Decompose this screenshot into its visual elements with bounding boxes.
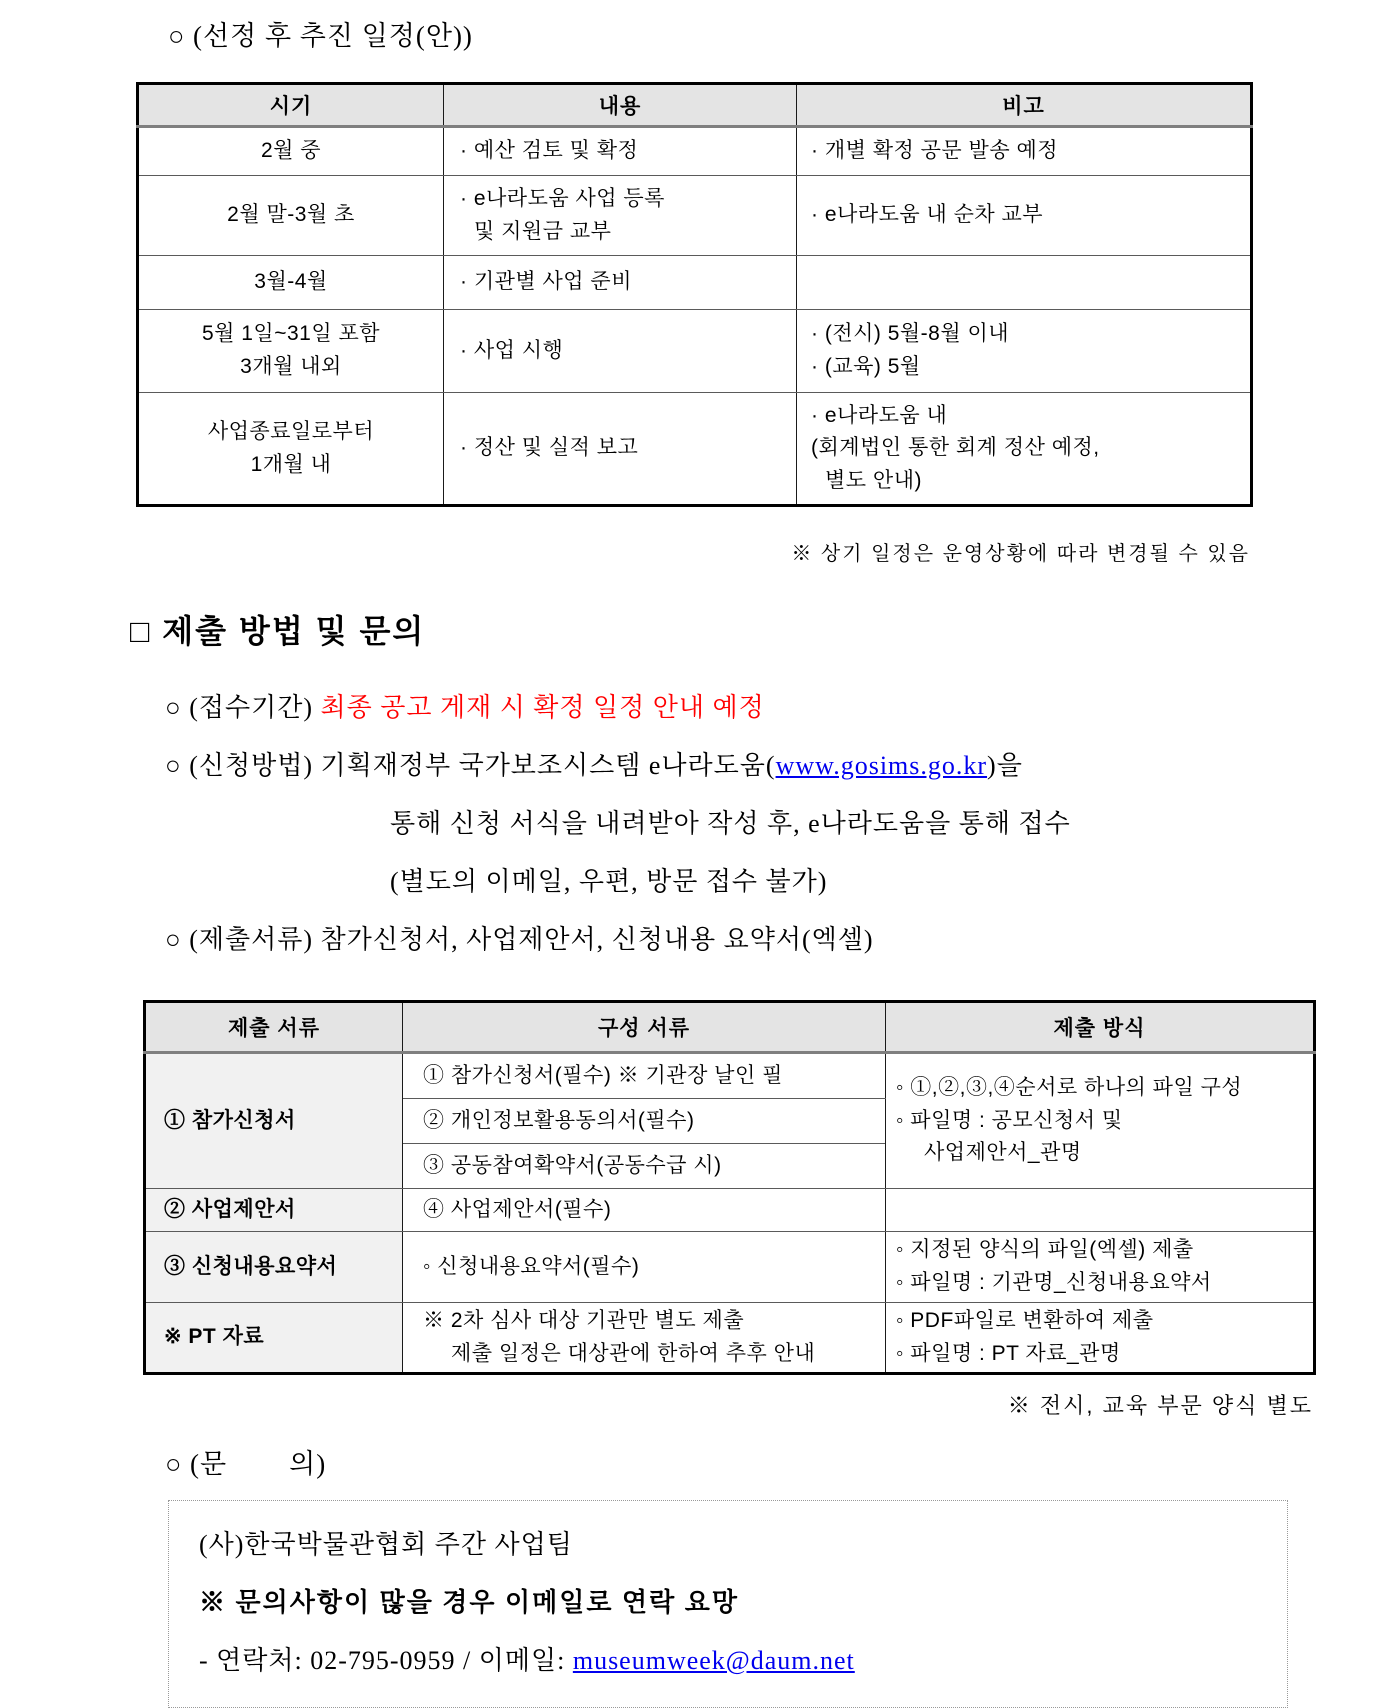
content-cell: · 예산 검토 및 확정 bbox=[444, 127, 797, 176]
doc-label-cell: ① 참가신청서 bbox=[145, 1053, 403, 1189]
remark-cell: · e나라도움 내 순차 교부 bbox=[797, 176, 1252, 256]
schedule-footnote: ※ 상기 일정은 운영상황에 따라 변경될 수 있음 bbox=[791, 543, 1250, 565]
table-row bbox=[145, 1303, 1315, 1374]
content-cell: · 기관별 사업 준비 bbox=[444, 256, 797, 310]
table-row bbox=[145, 1189, 1315, 1232]
remark-cell: · 개별 확정 공문 발송 예정 bbox=[797, 127, 1252, 176]
table-header-row bbox=[145, 1002, 1315, 1053]
contact-org: (사)한국박물관협회 주간 사업팀 bbox=[199, 1530, 573, 1559]
receipt-period-line: ○ (접수기간) 최종 공고 게재 시 확정 일정 안내 예정 bbox=[165, 693, 765, 722]
inquiry-heading: ○ (문 의) bbox=[165, 1449, 327, 1479]
method-cell: ◦ PDF파일로 변환하여 제출 ◦ 파일명 : PT 자료_관명 bbox=[886, 1303, 1315, 1374]
method-cell: ◦ 지정된 양식의 파일(엑셀) 제출 ◦ 파일명 : 기관명_신청내용요약서 bbox=[886, 1232, 1315, 1303]
table-row bbox=[138, 393, 1252, 506]
submission-bullets bbox=[165, 688, 1400, 960]
remark-cell bbox=[797, 256, 1252, 310]
table-row bbox=[138, 127, 1252, 176]
remark-cell: · e나라도움 내 (회계법인 통한 회계 정산 예정, 별도 안내) bbox=[797, 393, 1252, 506]
method-cell bbox=[886, 1189, 1315, 1232]
table-row bbox=[145, 1053, 1315, 1099]
method-cell: ◦ ①,②,③,④순서로 하나의 파일 구성 ◦ 파일명 : 공모신청서 및 사업제안서_관명 bbox=[886, 1053, 1315, 1189]
table-row bbox=[138, 256, 1252, 310]
period-cell: 3월-4월 bbox=[138, 256, 444, 310]
composition-cell: ③ 공동참여확약서(공동수급 시) bbox=[403, 1144, 886, 1189]
composition-cell: ① 참가신청서(필수) ※ 기관장 날인 필 bbox=[403, 1053, 886, 1099]
receipt-period-value: 최종 공고 게재 시 확정 일정 안내 예정 bbox=[320, 693, 765, 722]
period-cell: 2월 말-3월 초 bbox=[138, 176, 444, 256]
doc-label-cell: ② 사업제안서 bbox=[145, 1189, 403, 1232]
remark-cell: · (전시) 5월-8월 이내 · (교육) 5월 bbox=[797, 310, 1252, 393]
submission-section-heading: □ 제출 방법 및 문의 bbox=[130, 613, 426, 649]
col-header-method: 제출 방식 bbox=[886, 1002, 1315, 1053]
table-row bbox=[145, 1232, 1315, 1303]
period-cell: 2월 중 bbox=[138, 127, 444, 176]
submit-docs-line: ○ (제출서류) 참가신청서, 사업제안서, 신청내용 요약서(엑셀) bbox=[165, 925, 874, 954]
table-row bbox=[138, 310, 1252, 393]
apply-method-cont2: (별도의 이메일, 우편, 방문 접수 불가) bbox=[390, 867, 828, 896]
submission-table-footnote: ※ 전시, 교육 부문 양식 별도 bbox=[1007, 1393, 1313, 1418]
col-header-content: 내용 bbox=[444, 84, 797, 127]
gosims-link[interactable]: www.gosims.go.kr bbox=[775, 751, 988, 780]
composition-cell: ④ 사업제안서(필수) bbox=[403, 1189, 886, 1232]
col-header-doc: 제출 서류 bbox=[145, 1002, 403, 1053]
composition-cell: ※ 2차 심사 대상 기관만 별도 제출 제출 일정은 대상관에 한하여 추후 안내 bbox=[403, 1303, 886, 1374]
apply-method-cont1: 통해 신청 서식을 내려받아 작성 후, e나라도움을 통해 접수 bbox=[390, 809, 1071, 838]
contact-note: ※ 문의사항이 많을 경우 이메일로 연락 요망 bbox=[199, 1588, 739, 1617]
table-row bbox=[138, 176, 1252, 256]
schedule-heading: ○ (선정 후 추진 일정(안)) bbox=[168, 21, 473, 51]
content-cell: · e나라도움 사업 등록 및 지원금 교부 bbox=[444, 176, 797, 256]
doc-label-cell: ③ 신청내용요약서 bbox=[145, 1232, 403, 1303]
composition-cell: ② 개인정보활용동의서(필수) bbox=[403, 1099, 886, 1144]
table-header-row bbox=[138, 84, 1252, 127]
content-cell: · 사업 시행 bbox=[444, 310, 797, 393]
doc-label-cell: ※ PT 자료 bbox=[145, 1303, 403, 1374]
email-link[interactable]: museumweek@daum.net bbox=[572, 1646, 855, 1675]
contact-line: - 연락처: 02-795-0959 / 이메일: museumweek@daum.net bbox=[199, 1646, 855, 1675]
period-cell: 5월 1일~31일 포함 3개월 내외 bbox=[138, 310, 444, 393]
period-cell: 사업종료일로부터 1개월 내 bbox=[138, 393, 444, 506]
contact-box bbox=[168, 1500, 1288, 1708]
apply-method-line: ○ (신청방법) 기획재정부 국가보조시스템 e나라도움(www.gosims.go.kr)을 bbox=[165, 751, 1023, 780]
submission-table bbox=[143, 1000, 1316, 1375]
col-header-composition: 구성 서류 bbox=[403, 1002, 886, 1053]
col-header-period: 시기 bbox=[138, 84, 444, 127]
col-header-remark: 비고 bbox=[797, 84, 1252, 127]
content-cell: · 정산 및 실적 보고 bbox=[444, 393, 797, 506]
schedule-table bbox=[136, 82, 1253, 507]
composition-cell: ◦ 신청내용요약서(필수) bbox=[403, 1232, 886, 1303]
